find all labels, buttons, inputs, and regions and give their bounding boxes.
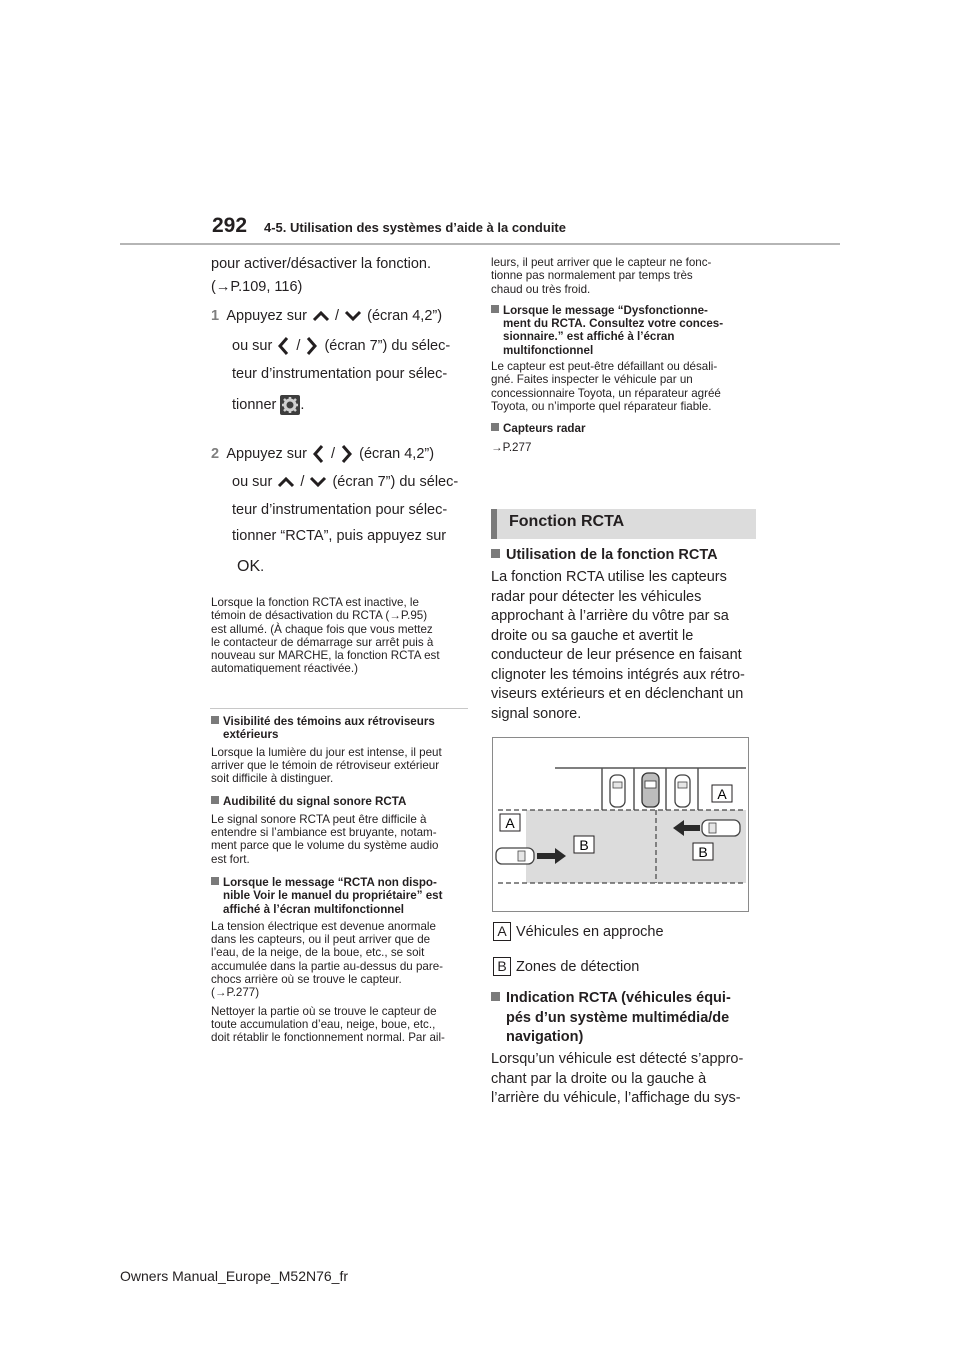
step-number: 1: [211, 308, 220, 324]
square-bullet-icon: [211, 877, 219, 885]
step-text: (écran 4,2”): [367, 308, 443, 324]
legend-item-a: [493, 922, 664, 943]
intro: [211, 255, 469, 297]
step-text: (écran 4,2”): [359, 445, 435, 462]
footer-text: Owners Manual_Europe_M52N76_fr: [120, 1268, 349, 1284]
chevron-right-icon: [339, 443, 355, 465]
note-line: est allumé. (À chaque fois que vous mettez: [211, 622, 433, 636]
chapter-title: 4-5. Utilisation des systèmes d’aide à la conduite: [264, 220, 566, 235]
section-text: Le capteur est peut-être défaillant ou désali- gné. Faites inspecter le véhicule par un concessionnaire Toyota, un réparateur agréé Toyota, ou n’importe quel réparateur fiable.: [491, 360, 721, 413]
step-slash: /: [300, 474, 305, 490]
section-text: leurs, il peut arriver que le capteur ne fonc- tionne pas normalement par temps très chaud ou très froid.: [491, 256, 712, 296]
gear-icon: [280, 395, 300, 415]
chevron-up-icon: [311, 309, 331, 323]
section-text: Lorsque la lumière du jour est intense, il peut arriver que le témoin de rétroviseur extérieur soit difficile à distinguer.: [211, 745, 442, 786]
section-title: Audibilité du signal sonore RCTA: [211, 795, 473, 808]
intro-line: pour activer/désactiver la fonction.: [211, 256, 432, 272]
rcta-inactive-note: [211, 596, 471, 676]
step-text: Appuyez sur: [226, 308, 307, 324]
note-line: nouveau sur MARCHE, la fonction RCTA est: [211, 649, 440, 663]
step-text: ou sur: [232, 337, 273, 354]
step-text: teur d’instrumentation pour sélec-: [232, 366, 448, 382]
step-text: (écran 7”) du sélec-: [324, 337, 451, 354]
legend-key: B: [493, 957, 511, 976]
legend-item-b: [493, 957, 639, 978]
section-title: Lorsque le message “Dysfonctionne- ment du RCTA. Consultez votre conces- sionnaire.” est affiché à l’écran multifonctionnel: [491, 304, 753, 357]
step-slash: /: [335, 308, 340, 324]
chevron-up-icon: [276, 475, 296, 489]
legend-text: Véhicules en approche: [516, 924, 664, 940]
note-line: Lorsque la fonction RCTA est inactive, le: [211, 596, 419, 609]
square-bullet-icon: [491, 992, 500, 1001]
svg-text:A: A: [717, 786, 727, 802]
chevron-down-icon: [308, 475, 328, 489]
car-icon: [702, 820, 740, 836]
label-a-right: [712, 785, 732, 802]
subheading: Utilisation de la fonction RCTA: [491, 546, 718, 566]
step-1: [211, 307, 471, 425]
note-line: témoin de désactivation du RCTA (→P.95): [211, 609, 428, 623]
legend-key: A: [493, 922, 511, 941]
heading-text: Fonction RCTA: [509, 513, 625, 530]
label-a-left: [500, 814, 520, 831]
car-icon: [642, 773, 659, 807]
legend-text: Zones de détection: [516, 959, 640, 975]
step-line: [211, 307, 471, 335]
left-sections: [211, 715, 473, 1045]
paragraph: La fonction RCTA utilise les capteurs radar pour détecter les véhicules approchant à l’arrière du vôtre par sa droite ou sa gauche et avertit le conducteur de leur présence en faisant clignoter les témoins intégrés aux rétro- viseurs extérieurs et en déclenchant un signal sonore.: [491, 569, 745, 722]
step-text: (écran 7”) du sélec-: [332, 474, 459, 490]
section-text: La tension électrique est devenue anormale dans les capteurs, ou il peut arriver que de l’eau, de la neige, de la boue, etc., se soit accumulée dans la partie au-dessus du pare- chocs arrière où se trouve le capteur. (→P.277): [211, 919, 444, 1000]
square-bullet-icon: [491, 549, 500, 558]
rcta-diagram: [492, 737, 749, 912]
chevron-right-icon: [304, 335, 320, 357]
page-number: 292: [212, 214, 248, 237]
square-bullet-icon: [211, 716, 219, 724]
step-text: teur d’instrumentation pour sélec-: [232, 502, 448, 518]
step-line: [211, 395, 471, 425]
step-line: [211, 443, 471, 473]
step-line: [211, 473, 471, 501]
step-text: Appuyez sur: [226, 445, 307, 462]
header-rule: [120, 243, 840, 245]
step-slash: /: [331, 445, 336, 462]
svg-text:B: B: [698, 844, 708, 860]
step-line: [211, 557, 471, 581]
section-title: Visibilité des témoins aux rétroviseurs extérieurs: [211, 715, 473, 742]
note-line: le contacteur de démarrage sur arrêt puis à: [211, 635, 434, 649]
section-title: Lorsque le message “RCTA non dispo- nible Voir le manuel du propriétaire” est affiché à l’écran multifonctionnel: [211, 876, 473, 916]
step-line: [211, 335, 471, 365]
car-icon: [496, 848, 534, 864]
chevron-left-icon: [311, 443, 327, 465]
label-b-left: [574, 836, 594, 853]
paragraph: Lorsqu’un véhicule est détecté s’appro- chant par la droite ou la gauche à l’arrière du véhicule, l’affichage du sys-: [491, 1051, 744, 1106]
ok-button-glyph: OK: [237, 558, 261, 575]
note-line: automatiquement réactivée.): [211, 662, 358, 676]
step-text: tionner: [232, 396, 277, 413]
car-icon: [610, 775, 625, 807]
step-text: .: [300, 396, 305, 413]
section-text: Le signal sonore RCTA peut être difficile à entendre si l’ambiance est bruyante, notam- ment parce que le volume du système audio est fort.: [211, 812, 439, 866]
square-bullet-icon: [491, 305, 499, 313]
step-2: [211, 443, 471, 581]
square-bullet-icon: [211, 796, 219, 804]
step-text: tionner “RCTA”, puis appuyez sur: [232, 528, 447, 544]
step-number: 2: [211, 445, 220, 462]
car-icon: [675, 775, 690, 807]
svg-text:A: A: [505, 815, 515, 831]
divider: [210, 708, 468, 709]
chevron-left-icon: [276, 335, 292, 357]
svg-text:B: B: [579, 837, 589, 853]
label-b-right: [693, 843, 713, 860]
chevron-down-icon: [343, 309, 363, 323]
section-heading: [491, 509, 756, 539]
right-top: [491, 256, 753, 454]
subheading: Indication RCTA (véhicules équi- pés d’un système multimédia/de navigation): [491, 989, 753, 1048]
step-slash: /: [296, 337, 301, 354]
section-text: Nettoyer la partie où se trouve le capteur de toute accumulation d’eau, neige, boue, etc., doit rétablir le fonctionnement normal. Par ail-: [211, 1004, 445, 1045]
square-bullet-icon: [491, 423, 499, 431]
page-ref: →P.277: [491, 440, 532, 454]
step-text: .: [260, 559, 265, 575]
section-title: Capteurs radar: [491, 422, 753, 435]
step-text: ou sur: [232, 474, 273, 490]
intro-ref: (→P.109, 116): [211, 278, 303, 295]
